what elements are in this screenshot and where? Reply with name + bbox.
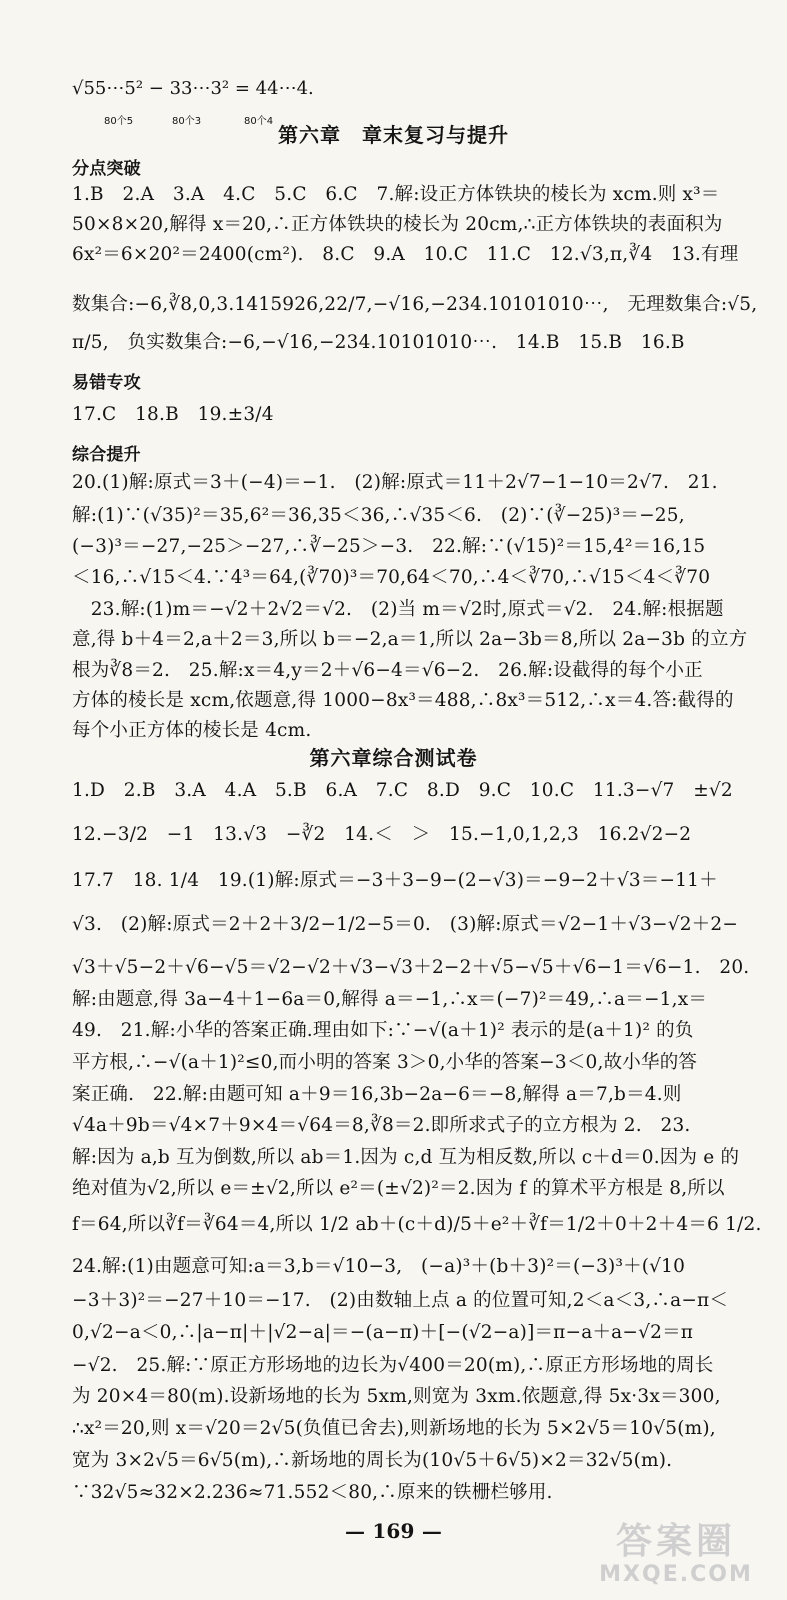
- answer-line: 1.B 2.A 3.A 4.C 5.C 6.C 7.解:设正方体铁块的棱长为 xcm.则 x³＝: [72, 184, 720, 205]
- test-line: √3＋√5−2＋√6−√5＝√2−√2＋√3−√3＋2−2＋√5−√5＋√6−1＝√6−1. 20.: [72, 957, 750, 978]
- test-line: −3＋3)²＝−27＋10＝−17. (2)由数轴上点 a 的位置可知,2＜a＜3,∴a−π＜: [72, 1290, 729, 1311]
- test-line: 1.D 2.B 3.A 4.A 5.B 6.A 7.C 8.D 9.C 10.C 11.3−√7 ±√2: [72, 780, 733, 801]
- test-line: √3. (2)解:原式＝2＋2＋3/2−1/2−5＝0. (3)解:原式＝√2−1＋√3−√2＋2−: [72, 914, 739, 935]
- test-line: f＝64,所以∛f＝∛64＝4,所以 1/2 ab＋(c＋d)/5＋e²＋∛f＝1/2＋0＋2＋4＝6 1/2.: [72, 1214, 762, 1235]
- test-line: 宽为 3×2√5＝6√5(m),∴新场地的周长为(10√5＋6√5)×2＝32√5(m).: [72, 1450, 673, 1471]
- test-line: 绝对值为√2,所以 e＝±√2,所以 e²＝(±√2)²＝2.因为 f 的算术平方根是 8,所以: [72, 1178, 725, 1199]
- answer-line: ＜16,∴√15＜4.∵4³＝64,(∛70)³＝70,64＜70,∴4＜∛70,∴√15＜4＜∛70: [72, 567, 711, 588]
- answer-line: 6x²＝6×20²＝2400(cm²). 8.C 9.A 10.C 11.C 12.√3,π,∛4 13.有理: [72, 244, 739, 265]
- answer-line: 意,得 b＋4＝2,a＋2＝3,所以 b＝−2,a＝1,所以 2a−3b＝8,所以 2a−3b 的立方: [72, 629, 748, 650]
- answer-line: 17.C 18.B 19.±3/4: [72, 404, 274, 425]
- answer-line: 根为∛8＝2. 25.解:x＝4,y＝2＋√6−4＝√6−2. 26.解:设截得的每个小正: [72, 660, 703, 681]
- answer-line: 50×8×20,解得 x＝20,∴正方体铁块的棱长为 20cm,∴正方体铁块的表面积为: [72, 214, 723, 235]
- test-line: ∵32√5≈32×2.236≈71.552＜80,∴原来的铁栅栏够用.: [72, 1482, 553, 1503]
- formula-note-2: 80个3: [172, 116, 202, 127]
- answer-line: π/5, 负实数集合:−6,−√16,−234.10101010⋯. 14.B 15.B 16.B: [72, 332, 685, 353]
- test-line: 解:由题意,得 3a−4＋1−6a＝0,解得 a＝−1,∴x＝(−7)²＝49,∴a＝−1,x＝: [72, 989, 708, 1010]
- section-heading-3: 综合提升: [72, 445, 141, 465]
- watermark-domain: MXQE.COM: [599, 1562, 753, 1587]
- formula-note-1: 80个5: [104, 116, 134, 127]
- page-number: — 169 —: [344, 1519, 443, 1543]
- test-line: −√2. 25.解:∵原正方形场地的边长为√400＝20(m),∴原正方形场地的周长: [72, 1355, 714, 1376]
- formula-text: √55⋯5² − 33⋯3² = 44⋯4.: [72, 78, 314, 99]
- test-line: 为 20×4＝80(m).设新场地的长为 5xm,则宽为 3xm.依题意,得 5x·3x＝300,: [72, 1386, 721, 1407]
- formula-top: [72, 78, 314, 127]
- test-line: 平方根,∴−√(a＋1)²≤0,而小明的答案 3＞0,小华的答案−3＜0,故小华的答: [72, 1052, 698, 1073]
- answer-line: 方体的棱长是 xcm,依题意,得 1000−8x³＝488,∴8x³＝512,∴x＝4.答:截得的: [72, 690, 734, 711]
- answer-line: 每个小正方体的棱长是 4cm.: [72, 720, 312, 741]
- test-line: 解:因为 a,b 互为倒数,所以 ab＝1.因为 c,d 互为相反数,所以 c＋d＝0.因为 e 的: [72, 1147, 740, 1168]
- section-heading-1: 分点突破: [72, 159, 141, 179]
- watermark-brand: 答案圈: [615, 1521, 736, 1562]
- site-watermark-logo: [581, 1522, 771, 1594]
- test-line: 案正确. 22.解:由题可知 a＋9＝16,3b−2a−6＝−8,解得 a＝7,b＝4.则: [72, 1084, 682, 1105]
- test-line: ∴x²＝20,则 x＝√20＝2√5(负值已舍去),则新场地的长为 5×2√5＝10√5(m),: [72, 1418, 716, 1439]
- answer-line: 20.(1)解:原式＝3＋(−4)＝−1. (2)解:原式＝11＋2√7−1−10＝2√7. 21.: [72, 472, 718, 493]
- test-line: 0,√2−a＜0,∴|a−π|＋|√2−a|＝−(a−π)＋[−(√2−a)]＝π−a＋a−√2＝π: [72, 1322, 694, 1343]
- test-line: 12.−3/2 −1 13.√3 −∛2 14.＜ ＞ 15.−1,0,1,2,3 16.2√2−2: [72, 824, 692, 845]
- test-title: 第六章综合测试卷: [309, 746, 478, 770]
- section-heading-2: 易错专攻: [72, 373, 141, 393]
- chapter-review-title: 第六章 章末复习与提升: [278, 123, 509, 147]
- answer-line: 解:(1)∵(√35)²＝35,6²＝36,35＜36,∴√35＜6. (2)∵(∛−25)³＝−25,: [72, 505, 685, 526]
- test-line: √4a＋9b＝√4×7＋9×4＝√64＝8,∛8＝2.即所求式子的立方根为 2. 23.: [72, 1115, 691, 1136]
- test-line: 17.7 18. 1/4 19.(1)解:原式＝−3＋3−9−(2−√3)＝−9−2＋√3＝−11＋: [72, 870, 718, 891]
- test-line: 49. 21.解:小华的答案正确.理由如下:∵−√(a＋1)² 表示的是(a＋1)² 的负: [72, 1020, 694, 1041]
- test-line: 24.解:(1)由题意可知:a＝3,b＝√10−3, (−a)³＋(b＋3)²＝(−3)³＋(√10: [72, 1256, 686, 1277]
- formula-note-3: 80个4: [244, 116, 274, 127]
- answer-line: 数集合:−6,∛8,0,3.1415926,22/7,−√16,−234.10101010⋯, 无理数集合:√5,: [72, 294, 758, 315]
- answer-line: (−3)³＝−27,−25＞−27,∴∛−25＞−3. 22.解:∵(√15)²＝15,4²＝16,15: [72, 536, 706, 557]
- answer-line: 23.解:(1)m＝−√2＋2√2＝√2. (2)当 m＝√2时,原式＝√2. 24.解:根据题: [72, 599, 724, 620]
